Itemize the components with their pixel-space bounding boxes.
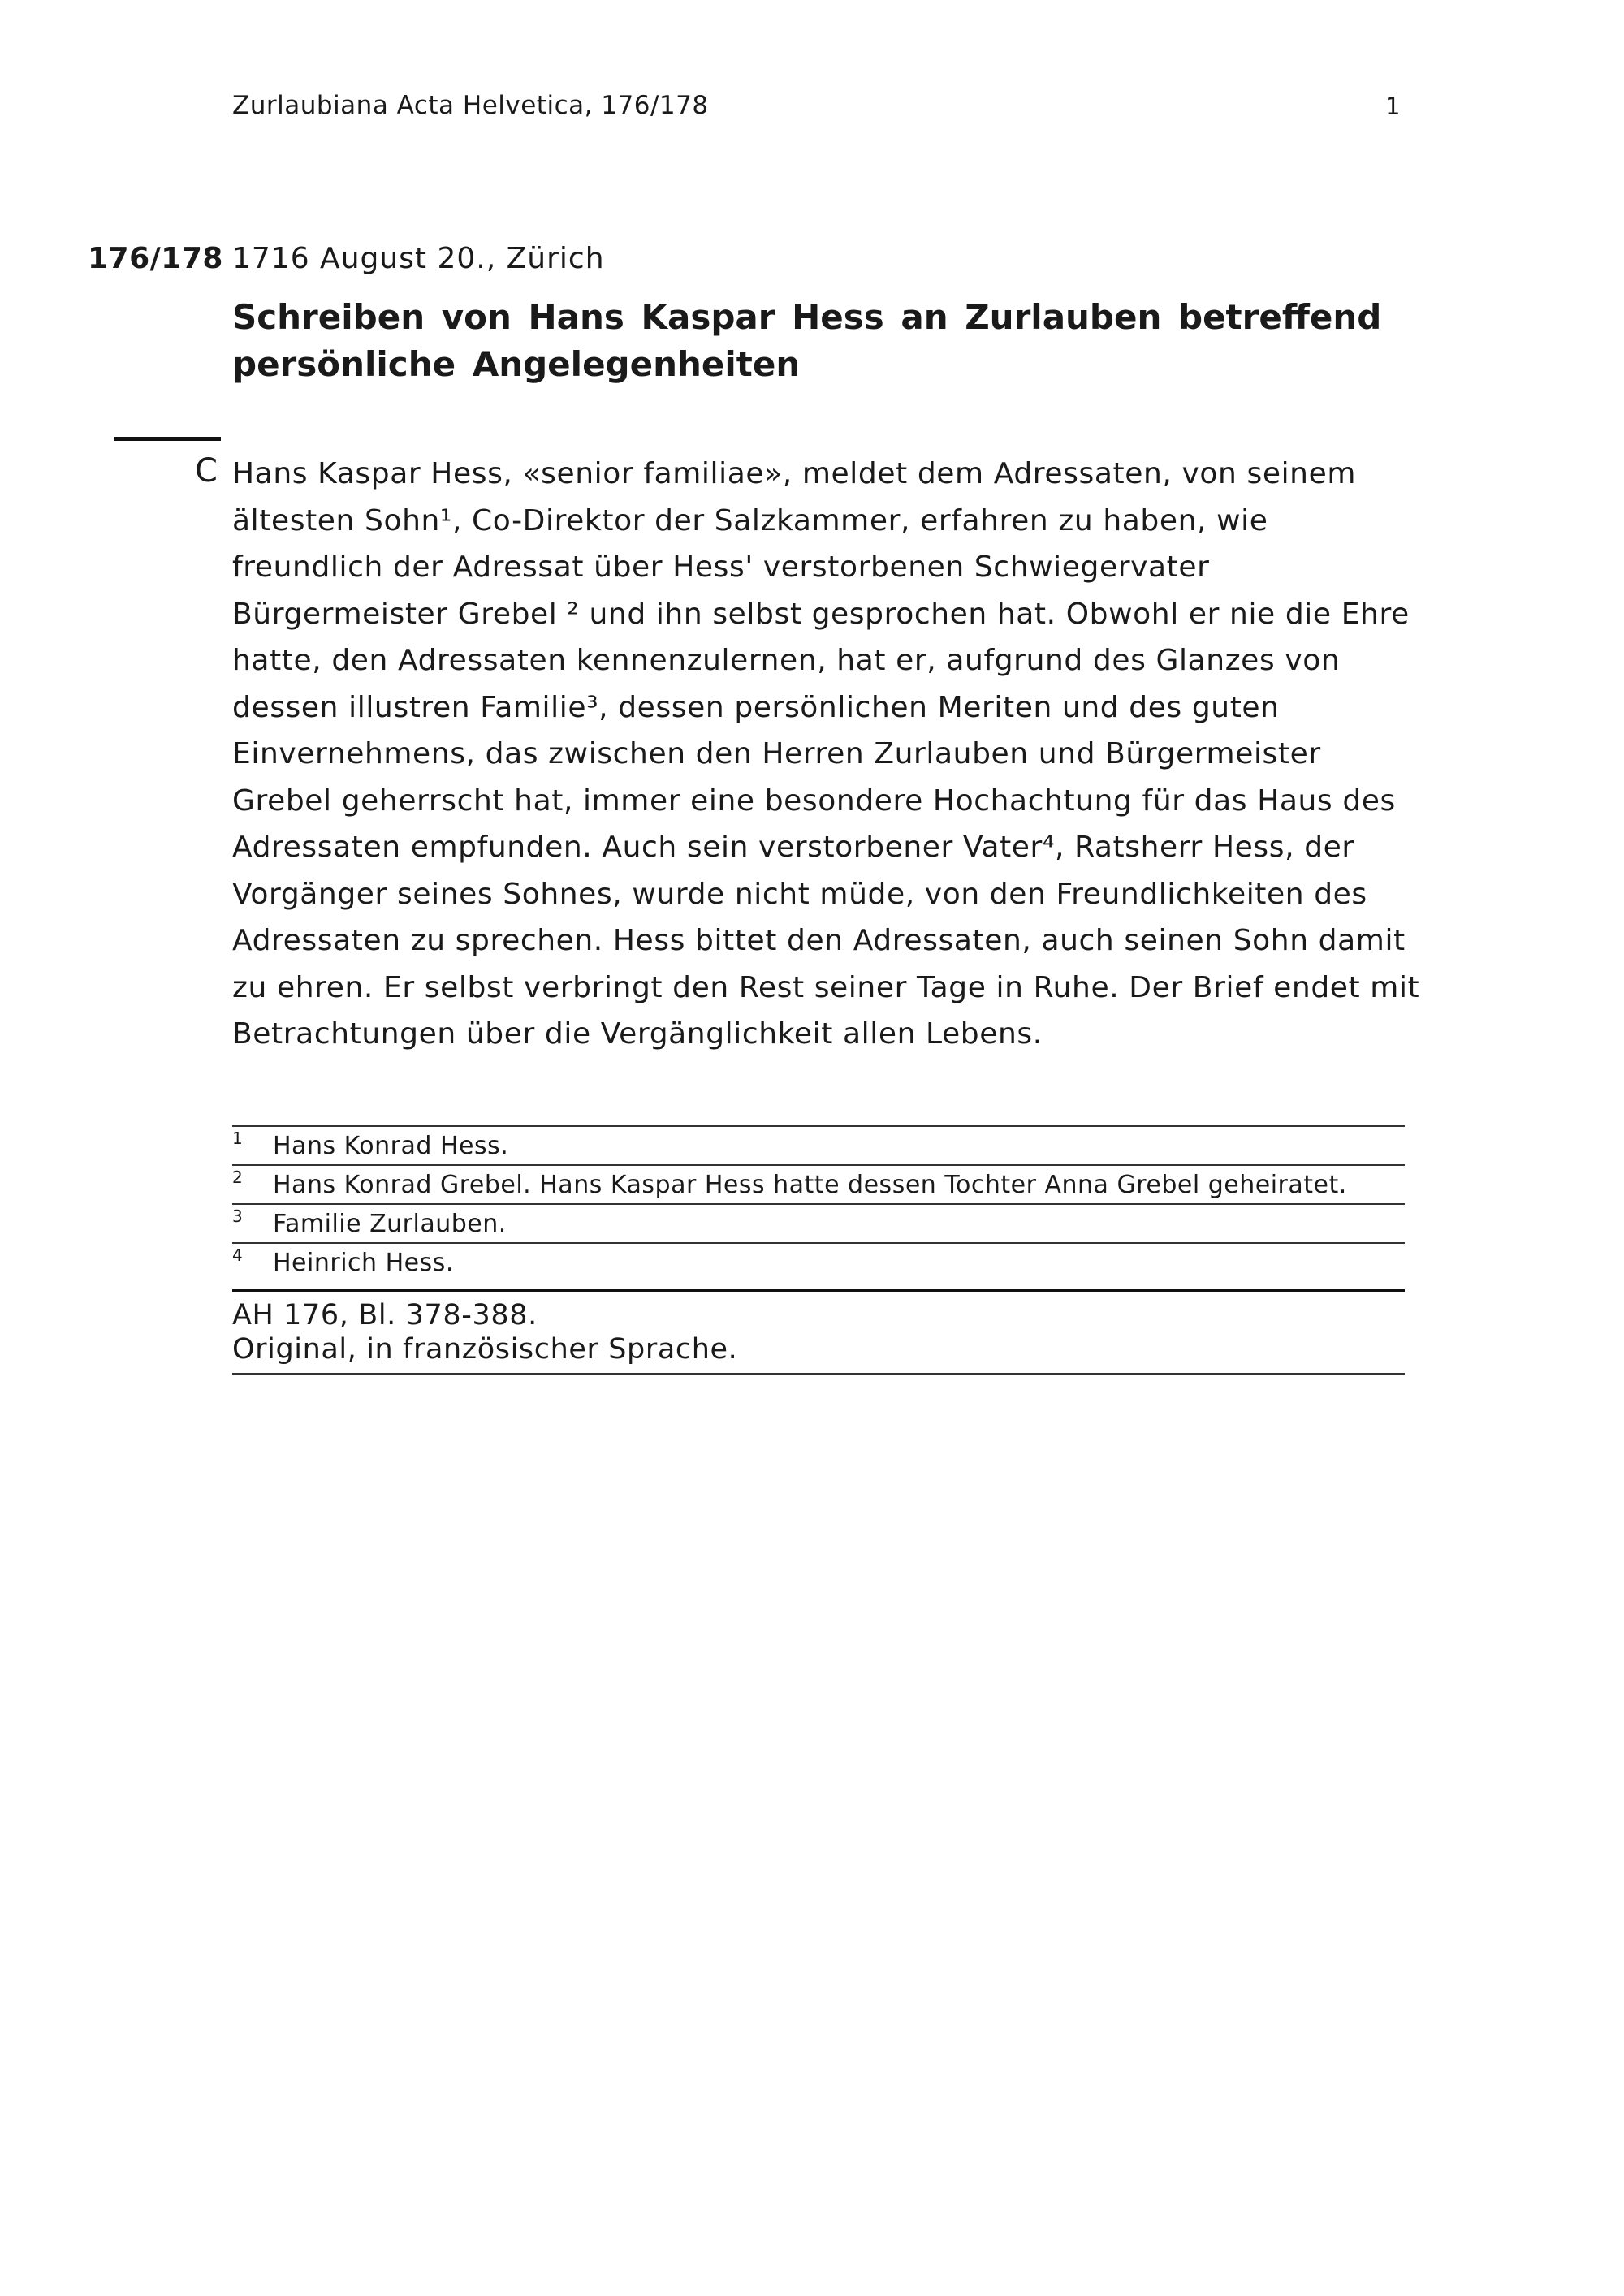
footnote [232, 1125, 1405, 1164]
source-block [232, 1289, 1405, 1375]
summary-text: Hans Kaspar Hess, «senior familiae», meldet dem Adressaten, von seinem ältesten Sohn¹, Co-Direktor der Salzkammer, erfahren zu haben, wie freundlich der Adressat über Hess' verstorbenen Schwiegervater Bürgermeister Grebel ² und ihn selbst gesprochen hat. Obwohl er nie die Ehre hatte, den Adressaten kennenzulernen, hat er, aufgrund des Glanzes von dessen illustren Familie³, dessen persönlichen Meriten und des guten Einvernehmens, das zwischen den Herren Zurlauben und Bürgermeister Grebel geherrscht hat, immer eine besondere Hochachtung für das Haus des Adressaten empfunden. Auch sein verstorbener Vater⁴, Ratsherr Hess, der Vorgänger seines Sohnes, wurde nicht müde, von den Freundlichkeiten des Adressaten zu sprechen. Hess bittet den Adressaten, auch seinen Sohn damit zu ehren. Er selbst verbringt den Rest seiner Tage in Ruhe. Der Brief endet mit Betrachtungen über die Vergänglichkeit allen Lebens. [232, 457, 1420, 1051]
document-title: Schreiben von Hans Kaspar Hess an Zurlauben betreffend persönliche Angelegenheiten [232, 297, 1382, 384]
footnote-number: 4 [232, 1245, 243, 1265]
footnotes [232, 1125, 1405, 1375]
footnote-number: 2 [232, 1167, 243, 1187]
footnote [232, 1242, 1405, 1281]
document-number: 176/178 [88, 242, 223, 275]
footnote-text: Familie Zurlauben. [273, 1210, 507, 1238]
summary-marker: C [195, 452, 218, 490]
footnote-number: 3 [232, 1206, 243, 1226]
footnote-number: 1 [232, 1129, 243, 1148]
margin-rule [114, 437, 221, 441]
source-reference: AH 176, Bl. 378-388. [232, 1299, 538, 1331]
source-note: Original, in französischer Sprache. [232, 1333, 738, 1366]
footnote-text: Hans Konrad Grebel. Hans Kaspar Hess hatte dessen Tochter Anna Grebel geheiratet. [273, 1171, 1347, 1199]
running-header: Zurlaubiana Acta Helvetica, 176/178 [232, 91, 709, 120]
page-number: 1 [1385, 93, 1401, 120]
footnote [232, 1164, 1405, 1203]
document-date-place: 1716 August 20., Zürich [232, 242, 605, 275]
footnote-text: Hans Konrad Hess. [273, 1132, 509, 1160]
footnote [232, 1203, 1405, 1242]
footnote-text: Heinrich Hess. [273, 1249, 454, 1277]
